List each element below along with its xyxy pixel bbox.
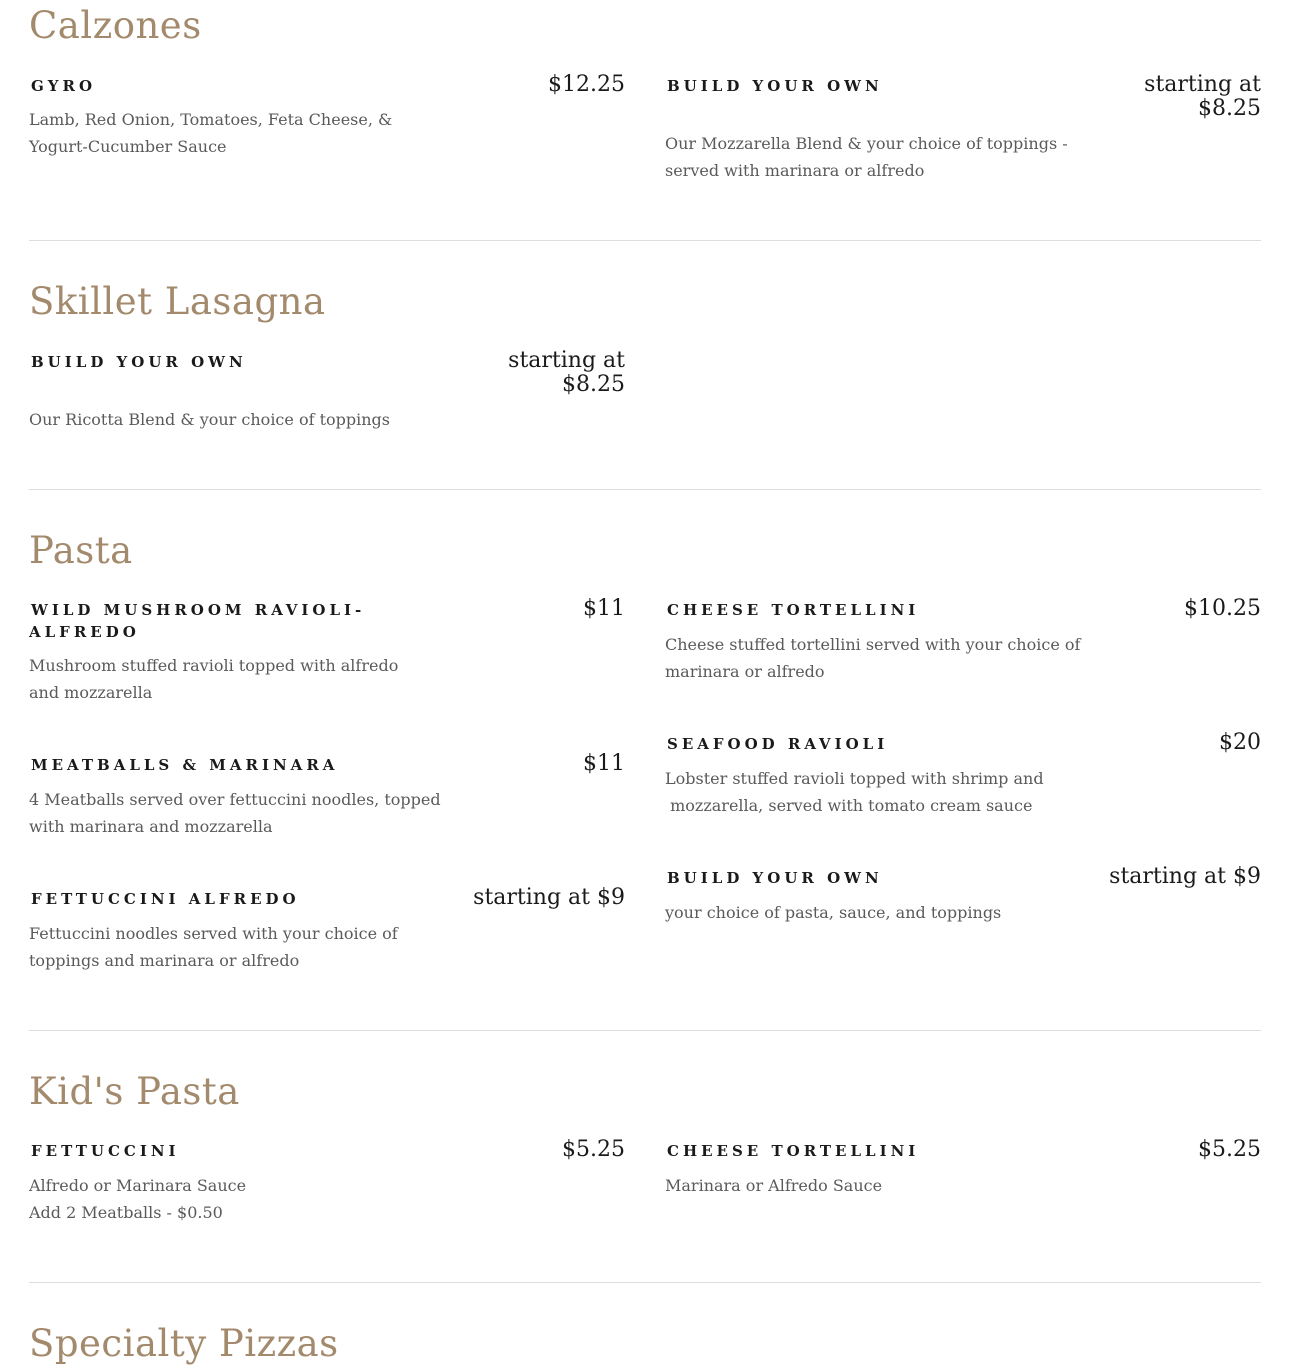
price-prefix: starting at <box>508 348 625 373</box>
item-description: mozzarella, served with tomato cream sauce <box>665 796 1033 815</box>
item-price: $12.25 <box>548 72 625 97</box>
item-name-continued: ALFREDO <box>29 623 140 641</box>
item-description: your choice of pasta, sauce, and toppings <box>665 903 1002 922</box>
item-price <box>1144 73 1261 121</box>
item-price: $20 <box>1219 730 1261 755</box>
item-description: toppings and marinara or alfredo <box>29 951 300 970</box>
item-price: starting at $9 <box>1109 864 1261 889</box>
section-title: Skillet Lasagna <box>29 280 326 323</box>
section-title: Kid's Pasta <box>29 1070 240 1113</box>
item-description: Lamb, Red Onion, Tomatoes, Feta Cheese, & <box>29 110 393 129</box>
price-value: $8.25 <box>562 372 625 397</box>
menu-item-meatballs-marinara[interactable] <box>29 751 625 844</box>
item-description: Lobster stuffed ravioli topped with shrimp and <box>665 769 1044 788</box>
item-name: BUILD YOUR OWN <box>667 77 883 95</box>
item-name: CHEESE TORTELLINI <box>667 1142 920 1160</box>
menu-item-gyro[interactable] <box>29 72 625 165</box>
section-divider <box>29 489 1261 490</box>
item-name: FETTUCCINI ALFREDO <box>31 890 300 908</box>
item-price <box>508 349 625 397</box>
price-prefix: starting at <box>1144 72 1261 97</box>
item-name: SEAFOOD RAVIOLI <box>667 735 889 753</box>
price-value: $8.25 <box>1198 96 1261 121</box>
item-name: WILD MUSHROOM RAVIOLI- <box>31 601 366 619</box>
item-description: served with marinara or alfredo <box>665 161 925 180</box>
menu-item-kids-cheese-tortellini[interactable] <box>665 1137 1261 1200</box>
menu-item-build-your-own-pasta[interactable] <box>665 864 1261 927</box>
item-price: $10.25 <box>1184 596 1261 621</box>
item-description: marinara or alfredo <box>665 662 825 681</box>
section-title: Pasta <box>29 529 133 572</box>
item-price: $11 <box>583 751 625 776</box>
menu-item-seafood-ravioli[interactable] <box>665 730 1261 823</box>
item-name: GYRO <box>31 77 97 95</box>
item-description: Our Mozzarella Blend & your choice of toppings - <box>665 134 1068 153</box>
menu-item-fettuccini-alfredo[interactable] <box>29 885 625 978</box>
menu-item-kids-fettuccini[interactable] <box>29 1137 625 1230</box>
item-name: CHEESE TORTELLINI <box>667 601 920 619</box>
item-description: Mushroom stuffed ravioli topped with alfredo <box>29 656 399 675</box>
menu-item-build-your-own-calzone[interactable] <box>665 72 1261 185</box>
item-name: MEATBALLS & MARINARA <box>31 756 339 774</box>
item-price: starting at $9 <box>473 885 625 910</box>
item-price: $5.25 <box>562 1137 625 1162</box>
menu-item-cheese-tortellini[interactable] <box>665 596 1261 689</box>
menu-item-build-your-own-lasagna[interactable] <box>29 348 625 441</box>
item-description: Cheese stuffed tortellini served with your choice of <box>665 635 1081 654</box>
item-description: with marinara and mozzarella <box>29 817 273 836</box>
item-description: Yogurt-Cucumber Sauce <box>29 137 227 156</box>
item-description: Add 2 Meatballs - $0.50 <box>29 1203 223 1222</box>
item-description: Marinara or Alfredo Sauce <box>665 1176 883 1195</box>
item-price: $5.25 <box>1198 1137 1261 1162</box>
item-name: BUILD YOUR OWN <box>31 353 247 371</box>
item-name: FETTUCCINI <box>31 1142 180 1160</box>
item-description: Our Ricotta Blend & your choice of toppings <box>29 410 391 429</box>
item-price: $11 <box>583 596 625 621</box>
item-name: BUILD YOUR OWN <box>667 869 883 887</box>
section-divider <box>29 240 1261 241</box>
item-description: Fettuccini noodles served with your choice of <box>29 924 398 943</box>
item-description: and mozzarella <box>29 683 153 702</box>
item-description: 4 Meatballs served over fettuccini noodles, topped <box>29 790 441 809</box>
section-divider <box>29 1030 1261 1031</box>
item-description: Alfredo or Marinara Sauce <box>29 1176 247 1195</box>
section-title: Specialty Pizzas <box>29 1322 339 1365</box>
section-specialty-pizzas <box>29 1318 1261 1365</box>
menu-item-wild-mushroom-ravioli[interactable] <box>29 596 625 709</box>
section-title: Calzones <box>29 4 202 47</box>
section-divider <box>29 1282 1261 1283</box>
